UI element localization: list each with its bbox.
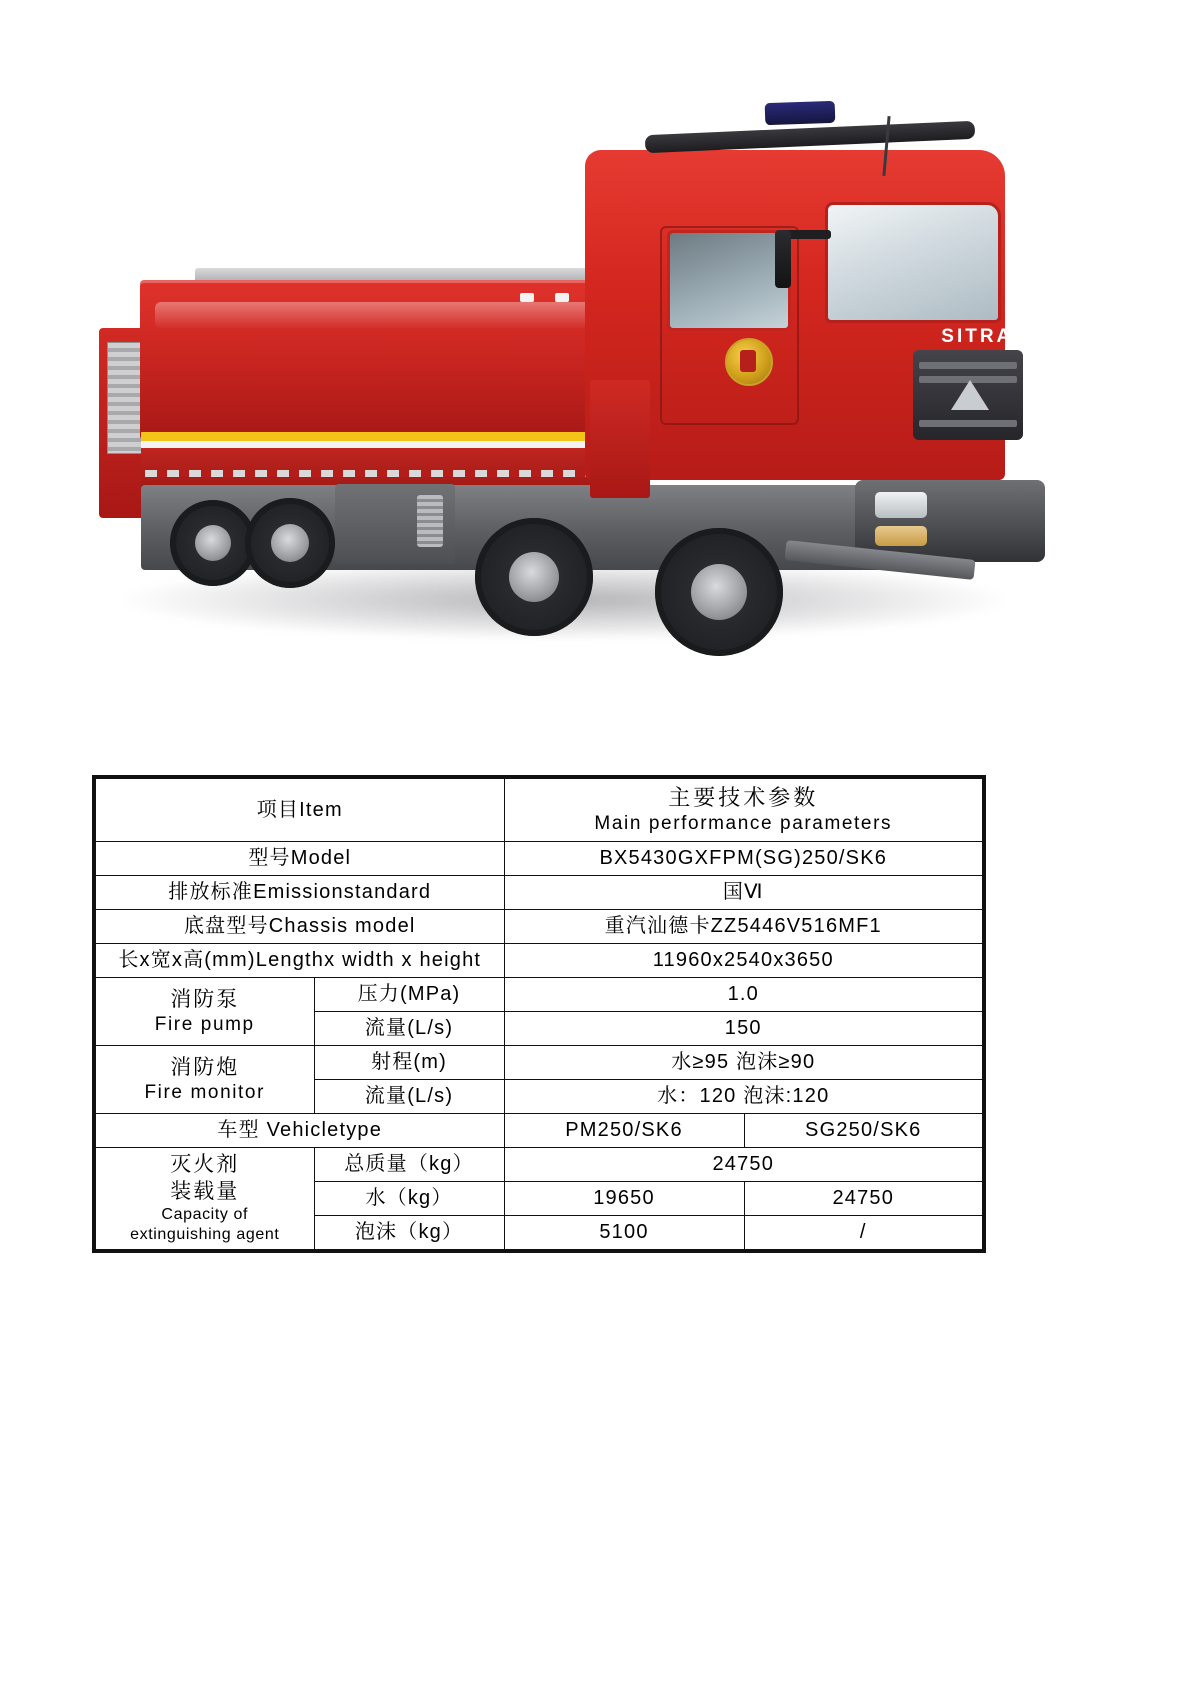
table-row — [94, 910, 984, 944]
table-row — [94, 944, 984, 978]
windshield — [825, 202, 1001, 323]
fire-monitor-range-label: 射程(m) — [314, 1046, 504, 1080]
fire-pump-flow-label: 流量(L/s) — [314, 1012, 504, 1046]
specification-table — [92, 775, 986, 1253]
fire-monitor-label-cn: 消防炮 — [170, 1055, 240, 1079]
row-label-model: 型号Model — [94, 842, 504, 876]
fire-monitor-flow-value: 水：120 泡沫:120 — [504, 1080, 984, 1114]
group-label-fire-pump — [94, 978, 314, 1046]
pump-side-panel — [590, 380, 650, 498]
mirror-arm — [785, 230, 831, 239]
vehicle-type-col2: SG250/SK6 — [744, 1114, 984, 1148]
capacity-total-value: 24750 — [504, 1148, 984, 1182]
capacity-label-en-2: extinguishing agent — [130, 1225, 280, 1243]
row-value-dimensions: 11960x2540x3650 — [504, 944, 984, 978]
header-params-cn: 主要技术参数 — [668, 785, 819, 811]
capacity-label-cn-2: 装载量 — [170, 1179, 240, 1203]
wheel — [170, 500, 256, 586]
fire-pump-pressure-value: 1.0 — [504, 978, 984, 1012]
row-value-emission: 国Ⅵ — [504, 876, 984, 910]
brand-logo-text: SITRAK — [941, 326, 1030, 347]
group-label-capacity — [94, 1148, 314, 1252]
locker-vent-grille — [417, 495, 443, 547]
fire-monitor-flow-label: 流量(L/s) — [314, 1080, 504, 1114]
fire-service-emblem-icon — [725, 338, 773, 386]
cab-side-window — [667, 230, 791, 331]
wheel-hub — [271, 524, 309, 562]
roof-light-bar — [645, 121, 975, 153]
fire-monitor-range-value: 水≥95 泡沫≥90 — [504, 1046, 984, 1080]
fire-monitor-label-en: Fire monitor — [144, 1081, 266, 1103]
wheel — [655, 528, 783, 656]
group-label-fire-monitor — [94, 1046, 314, 1114]
fire-pump-label-en: Fire pump — [154, 1013, 255, 1035]
table-row — [94, 876, 984, 910]
row-label-chassis: 底盘型号Chassis model — [94, 910, 504, 944]
fire-pump-flow-value: 150 — [504, 1012, 984, 1046]
beacon-light — [765, 101, 836, 125]
turn-signal-light — [875, 526, 927, 546]
headlight-left — [875, 492, 927, 518]
capacity-label-en-1: Capacity of — [161, 1205, 249, 1223]
header-params-en: Main performance parameters — [594, 812, 893, 834]
fire-truck-illustration — [85, 80, 1045, 680]
table-header-row — [94, 777, 984, 842]
header-item-cell: 项目Item — [94, 777, 504, 842]
white-stripe — [141, 441, 611, 448]
side-mirror — [775, 230, 791, 288]
fire-pump-label-cn: 消防泵 — [170, 987, 240, 1011]
wheel-hub — [509, 552, 559, 602]
table-row — [94, 842, 984, 876]
capacity-foam-label: 泡沫（kg） — [314, 1216, 504, 1252]
wheel-hub — [195, 525, 231, 561]
grille-slat — [919, 420, 1017, 427]
table-row — [94, 1148, 984, 1182]
capacity-label-cn-1: 灭火剂 — [170, 1153, 240, 1177]
row-label-dimensions: 长x宽x高(mm)Lengthx width x height — [94, 944, 504, 978]
row-value-chassis: 重汽汕德卡ZZ5446V516MF1 — [504, 910, 984, 944]
marker-light — [555, 293, 569, 302]
wheel-hub — [691, 564, 747, 620]
table-row — [94, 1046, 984, 1080]
tank-highlight — [155, 302, 595, 328]
manufacturer-logo-icon — [951, 380, 989, 410]
table-row — [94, 1114, 984, 1148]
marker-light — [520, 293, 534, 302]
fire-pump-pressure-label: 压力(MPa) — [314, 978, 504, 1012]
capacity-foam-col2: / — [744, 1216, 984, 1252]
row-value-model: BX5430GXFPM(SG)250/SK6 — [504, 842, 984, 876]
vehicle-type-col1: PM250/SK6 — [504, 1114, 744, 1148]
table-row — [94, 978, 984, 1012]
vehicle-type-label: 车型 Vehicletype — [94, 1114, 504, 1148]
capacity-foam-col1: 5100 — [504, 1216, 744, 1252]
product-photo — [0, 0, 1177, 760]
header-params-cell — [504, 777, 984, 842]
reflective-strip — [145, 470, 615, 477]
capacity-water-label: 水（kg） — [314, 1182, 504, 1216]
row-label-emission: 排放标准Emissionstandard — [94, 876, 504, 910]
yellow-stripe — [141, 432, 611, 441]
grille-slat — [919, 362, 1017, 369]
capacity-total-label: 总质量（kg） — [314, 1148, 504, 1182]
capacity-water-col1: 19650 — [504, 1182, 744, 1216]
capacity-water-col2: 24750 — [744, 1182, 984, 1216]
wheel — [475, 518, 593, 636]
wheel — [245, 498, 335, 588]
specification-table-wrapper — [92, 775, 982, 1253]
